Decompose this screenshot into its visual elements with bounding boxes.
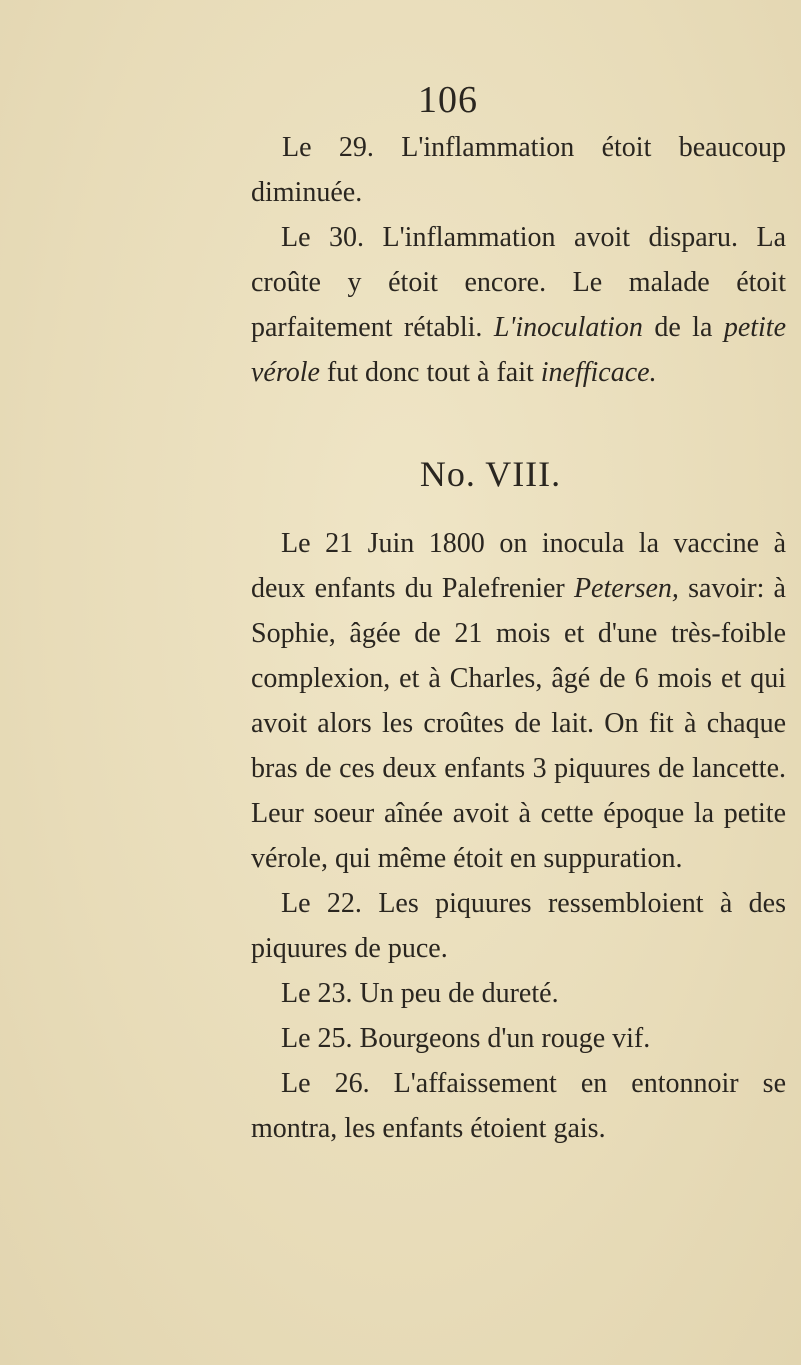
paragraph-day-23: Le 23. Un peu de dureté. (281, 978, 559, 1009)
paragraph-june-21-rest: savoir: à Sophie, âgée de 21 mois et d'une très-foible complexion, et à Charles, âgé de 6 mois et qui avoit alors les croûtes de lait. On fit à chaque bras de ces deux enfants 3 piquures de lancette. Leur soeur aînée avoit à cette époque la petite vérole, qui même étoit en suppuration. (251, 573, 786, 874)
paragraph-day-25: Le 25. Bourgeons d'un rouge vif. (281, 1023, 651, 1054)
text-block-section-viii (251, 521, 786, 1151)
paragraph-day-30 (251, 215, 786, 395)
italic-inoculation: L'inoculation (493, 312, 643, 343)
paragraph-june-21-start: Le 21 Juin 1800 on inocula la vaccine à deux enfants du Palefrenier (251, 528, 786, 604)
paragraph-day-26: Le 26. L'affaissement en entonnoir se montra, les enfants étoient gais. (251, 1068, 786, 1144)
paragraph-day-30-middle: de la (642, 312, 724, 343)
paragraph-june-21 (251, 521, 786, 881)
page-number: 106 (418, 79, 478, 121)
text-block-top (251, 125, 786, 215)
section-heading: No. VIII. (419, 454, 562, 494)
paragraph-day-30-middle-2: fut donc tout à fait (319, 357, 541, 388)
text-block-day-30 (251, 215, 786, 395)
italic-petersen: Petersen, (573, 573, 679, 604)
italic-inefficace: inefficace. (540, 357, 657, 388)
paragraph-day-22: Le 22. Les piquures ressembloient à des piquures de puce. (251, 888, 786, 964)
paragraph-day-30-text: Le 30. L'inflammation avoit disparu. La croûte y étoit encore. Le malade étoit parfaitement rétabli. (251, 222, 786, 343)
italic-petite-verole: petite vérole (251, 312, 787, 388)
paragraph-day-29: Le 29. L'inflammation étoit beaucoup diminuée. (251, 132, 786, 208)
